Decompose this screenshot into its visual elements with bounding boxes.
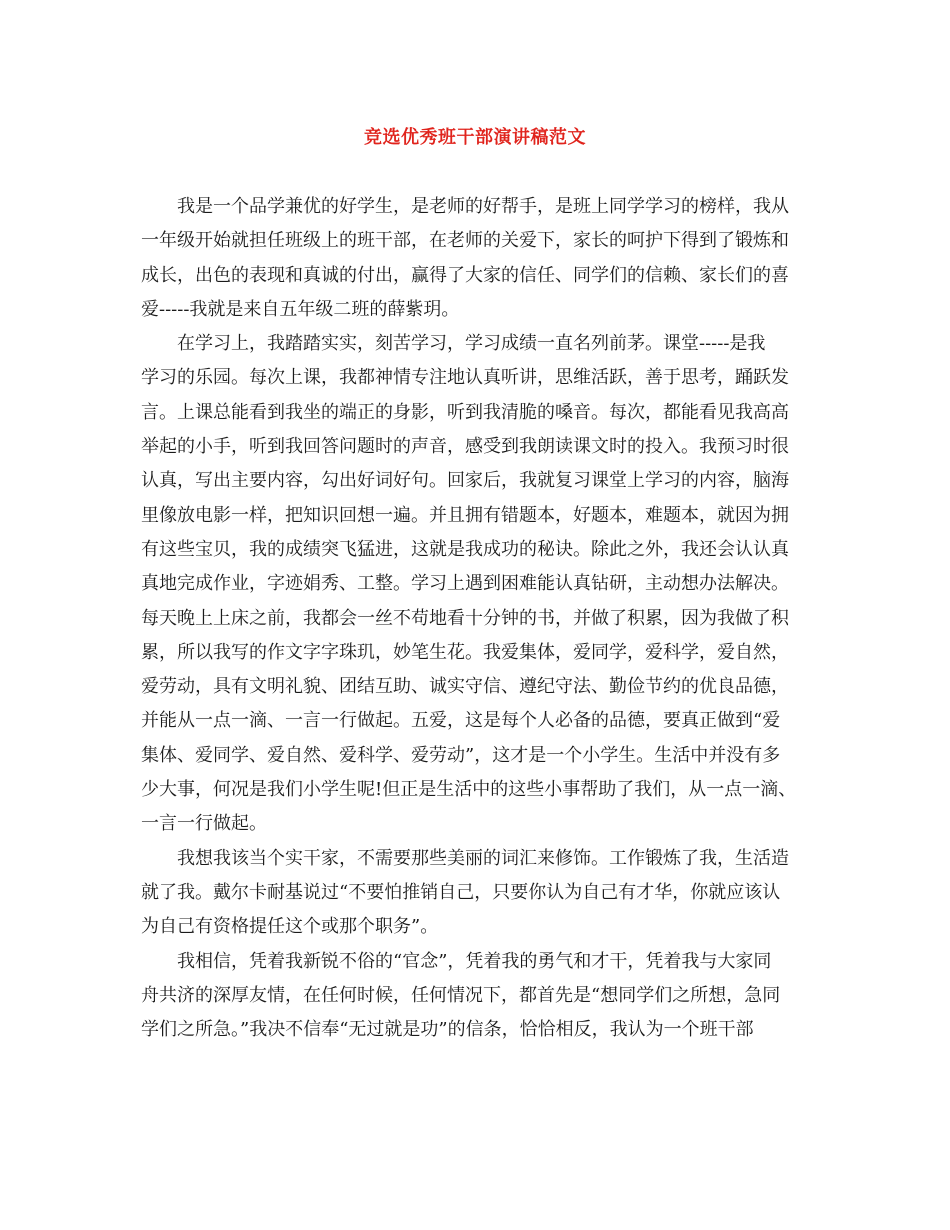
text-line: 举起的小手，听到我回答问题时的声音，感受到我朗读课文时的投入。我预习时很: [141, 436, 789, 458]
document-title: 竞选优秀班干部演讲稿范文: [364, 127, 586, 148]
text-line: 就了我。戴尔卡耐基说过“不要怕推销自己，只要你认为自己有才华，你就应该认: [141, 881, 781, 903]
text-line: 里像放电影一样，把知识回想一遍。并且拥有错题本，好题本，难题本，就因为拥: [141, 504, 789, 526]
text-line: 真地完成作业，字迹娟秀、工整。学习上遇到困难能认真钻研，主动想办法解决。: [141, 573, 789, 595]
text-line: 每天晚上上床之前，我都会一丝不苟地看十分钟的书，并做了积累，因为我做了积: [141, 607, 789, 629]
text-line: 我想我该当个实干家，不需要那些美丽的词汇来修饰。工作锻炼了我，生活造: [177, 847, 789, 869]
text-line: 集体、爱同学、爱自然、爱科学、爱劳动”，这才是一个小学生。生活中并没有多: [141, 744, 781, 766]
text-line: 言。上课总能看到我坐的端正的身影，听到我清脆的嗓音。每次，都能看见我高高: [141, 401, 789, 423]
text-line: 舟共济的深厚友情，在任何时候，任何情况下，都首先是“想同学们之所想，急同: [141, 984, 781, 1006]
text-line: 我相信，凭着我新锐不俗的“官念”，凭着我的勇气和才干，凭着我与大家同: [177, 950, 772, 972]
text-line: 一年级开始就担任班级上的班干部，在老师的关爱下，家长的呵护下得到了锻炼和: [141, 230, 789, 252]
text-line: 为自己有资格提任这个或那个职务”。: [141, 916, 439, 938]
text-line: 学们之所急。”我决不信奉“无过就是功”的信条，恰恰相反，我认为一个班干部: [141, 1019, 754, 1041]
text-line: 累，所以我写的作文字字珠玑，妙笔生花。我爱集体，爱同学，爱科学，爱自然，: [141, 641, 789, 663]
text-line: 学习的乐园。每次上课，我都神情专注地认真听讲，思维活跃，善于思考，踊跃发: [141, 367, 789, 389]
text-line: 一言一行做起。: [141, 813, 267, 835]
text-line: 少大事，何况是我们小学生呢!但正是生活中的这些小事帮助了我们，从一点一滴、: [141, 779, 797, 801]
text-line: 我是一个品学兼优的好学生，是老师的好帮手，是班上同学学习的榜样，我从: [177, 196, 789, 217]
text-line: 爱劳动，具有文明礼貌、团结互助、诚实守信、遵纪守法、勤俭节约的优良品德，: [141, 676, 789, 698]
text-line: 成长，出色的表现和真诚的付出，赢得了大家的信任、同学们的信赖、家长们的喜: [141, 264, 789, 286]
text-line: 认真，写出主要内容，勾出好词好句。回家后，我就复习课堂上学习的内容，脑海: [141, 470, 789, 492]
text-line: 在学习上，我踏踏实实，刻苦学习，学习成绩一直名列前茅。课堂-----是我: [177, 333, 766, 355]
text-line: 爱-----我就是来自五年级二班的薛紫玥。: [141, 298, 460, 320]
text-line: 有这些宝贝，我的成绩突飞猛进，这就是我成功的秘诀。除此之外，我还会认认真: [141, 538, 789, 560]
text-line: 并能从一点一滴、一言一行做起。五爱，这是每个人必备的品德，要真正做到“爱: [141, 710, 781, 732]
document-body: [141, 190, 821, 1047]
